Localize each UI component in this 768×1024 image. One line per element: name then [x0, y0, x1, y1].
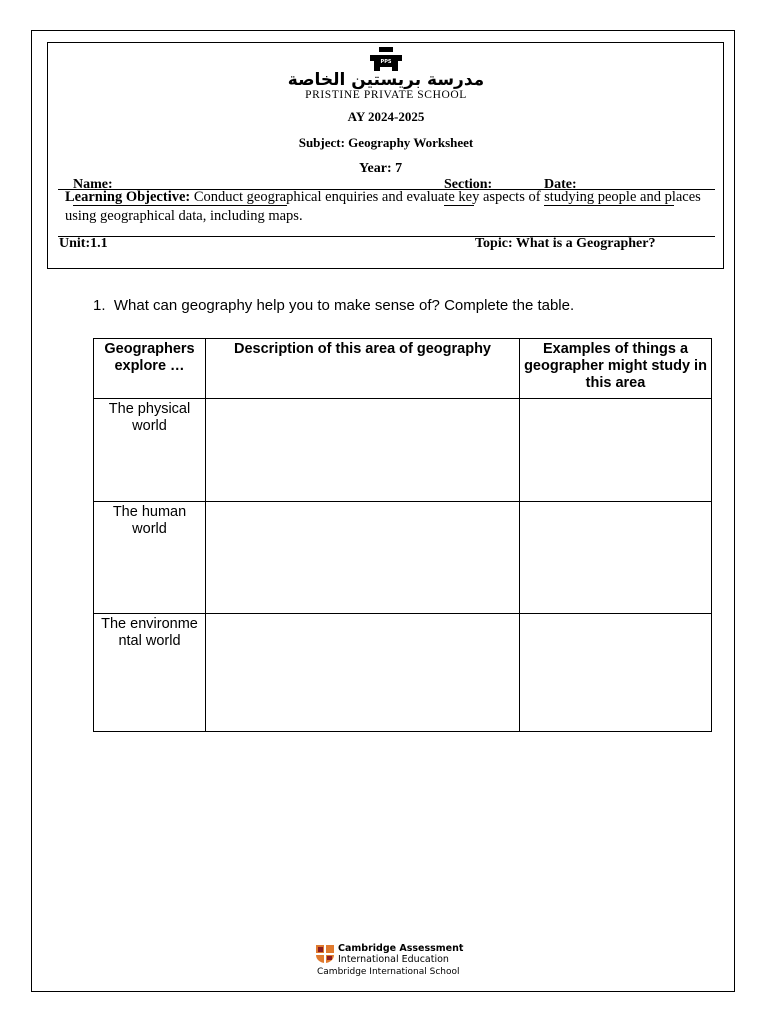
date-label: Date: [544, 177, 577, 192]
description-cell[interactable] [206, 614, 520, 732]
name-label: Name: [73, 177, 113, 192]
shield-stripe-h [316, 953, 334, 955]
learning-objective [65, 188, 715, 226]
geography-table [93, 338, 712, 732]
question-text: What can geography help you to make sense of? Complete the table. [113, 297, 575, 314]
footer-line-1: Cambridge Assessment [338, 943, 464, 954]
description-cell[interactable] [206, 399, 520, 502]
question-number: 1. [93, 297, 106, 314]
table-row [94, 399, 712, 502]
question-1 [93, 297, 574, 314]
cambridge-shield-icon [315, 944, 335, 964]
footer-line-2: International Education [338, 954, 449, 965]
examples-cell[interactable] [520, 502, 712, 614]
description-cell[interactable] [206, 502, 520, 614]
section-label: Section: [444, 177, 493, 192]
academic-year: AY 2024-2025 [347, 109, 425, 124]
year-label: Year: 7 [359, 161, 403, 176]
examples-cell[interactable] [520, 614, 712, 732]
row-label: The environmental world [94, 614, 206, 732]
subject-title: Subject: Geography Worksheet [298, 135, 474, 150]
table-header-cell: Description of this area of geography [206, 339, 520, 399]
objective-text: Conduct geographical enquiries and evaluate key aspects of studying people and places using geographical data, including maps. [65, 189, 701, 224]
school-name-arabic: مدرسة بريستين الخاصة [287, 70, 485, 90]
row-label: The physical world [94, 399, 206, 502]
objective-label: Learning Objective: [65, 189, 191, 205]
table-row [94, 614, 712, 732]
examples-cell[interactable] [520, 399, 712, 502]
table-header-cell: Examples of things a geographer might study in this area [520, 339, 712, 399]
table-header-row [94, 339, 712, 399]
row-label: The human world [94, 502, 206, 614]
unit-label: Unit:1.1 [59, 236, 108, 251]
crest-initials: PPS [380, 59, 392, 65]
table-header-cell: Geographers explore … [94, 339, 206, 399]
school-name-english: PRISTINE PRIVATE SCHOOL [305, 89, 467, 101]
topic-label: Topic: What is a Geographer? [475, 236, 656, 251]
shield-quarter [327, 956, 332, 960]
cambridge-logo [315, 943, 464, 979]
shield-quarter [318, 947, 323, 952]
school-crest-icon [278, 45, 494, 101]
school-logo [278, 45, 494, 101]
table-row [94, 502, 712, 614]
footer-line-3: Cambridge International School [317, 967, 460, 977]
